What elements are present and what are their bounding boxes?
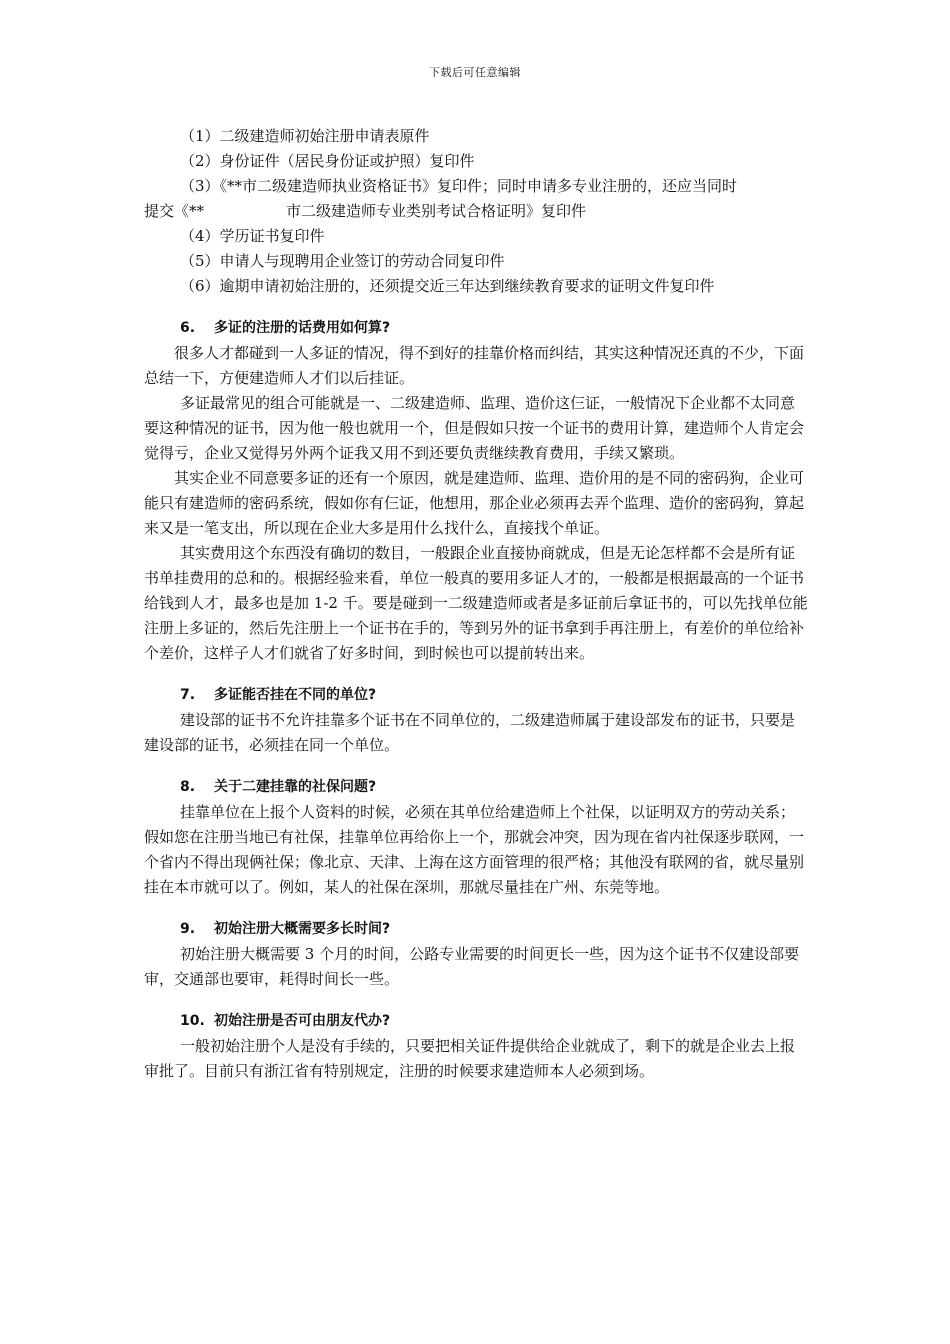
section-number: 7. <box>180 687 196 703</box>
section-title: 关于二建挂靠的社保问题? <box>214 779 377 795</box>
list-item: （6）逾期申请初始注册的，还须提交近三年达到继续教育要求的证明文件复印件 <box>180 277 715 295</box>
paragraph: 很多人才都碰到一人多证的情况，得不到好的挂靠价格而纠结，其实这种情况还真的不少，下面总结一下，方便建造师人才们以后挂证。 <box>144 344 805 387</box>
section-heading <box>144 917 808 942</box>
section-title: 初始注册大概需要多长时间? <box>214 921 391 937</box>
section-title: 多证的注册的话费用如何算? <box>214 320 391 336</box>
list-item-continuation <box>144 199 808 224</box>
paragraph: 多证最常见的组合可能就是一、二级建造师、监理、造价这仨证，一般情况下企业都不太同意要这种情况的证书，因为他一般也就用一个，但是假如只按一个证书的费用计算，建造师个人肯定会觉得亏，企业又觉得另外两个证我又用不到还要负责继续教育费用，手续又繁琐。 <box>144 394 805 462</box>
list-item: （4）学历证书复印件 <box>180 227 325 245</box>
section-heading <box>144 683 808 708</box>
section-heading <box>144 316 808 341</box>
document-body <box>144 124 808 1084</box>
list-item-continuation-b: 市二级建造师专业类别考试合格证明》复印件 <box>286 202 587 220</box>
section-number: 6. <box>180 320 196 336</box>
list-item: （2）身份证件（居民身份证或护照）复印件 <box>180 152 475 170</box>
section-number: 10. <box>180 1013 205 1029</box>
list-item: （1）二级建造师初始注册申请表原件 <box>180 127 430 145</box>
page-header: 下载后可任意编辑 <box>429 66 521 79</box>
paragraph: 一般初始注册个人是没有手续的，只要把相关证件提供给企业就成了，剩下的就是企业去上报审批了。目前只有浙江省有特别规定，注册的时候要求建造师本人必须到场。 <box>144 1037 796 1080</box>
section-heading <box>144 1009 808 1034</box>
paragraph: 初始注册大概需要 3 个月的时间，公路专业需要的时间更长一些，因为这个证书不仅建设部要审，交通部也要审，耗得时间长一些。 <box>144 945 800 988</box>
section-heading <box>144 775 808 800</box>
section-title: 初始注册是否可由朋友代办? <box>214 1013 391 1029</box>
list-item: （3）《**市二级建造师执业资格证书》复印件；同时申请多专业注册的，还应当同时 <box>180 177 738 195</box>
section-number: 8. <box>180 779 196 795</box>
list-item: （5）申请人与现聘用企业签订的劳动合同复印件 <box>180 252 505 270</box>
paragraph: 其实企业不同意要多证的还有一个原因，就是建造师、监理、造价用的是不同的密码狗，企业可能只有建造师的密码系统，假如你有仨证，他想用，那企业必须再去弄个监理、造价的密码狗，算起来又是一笔支出，所以现在企业大多是用什么找什么，直接找个单证。 <box>144 469 805 537</box>
paragraph: 挂靠单位在上报个人资料的时候，必须在其单位给建造师上个社保，以证明双方的劳动关系；假如您在注册当地已有社保，挂靠单位再给你上一个，那就会冲突，因为现在省内社保逐步联网，一个省内不得出现俩社保；像北京、天津、上海在这方面管理的很严格；其他没有联网的省，就尽量别挂在本市就可以了。例如，某人的社保在深圳，那就尽量挂在广州、东莞等地。 <box>144 803 805 896</box>
section-title: 多证能否挂在不同的单位? <box>214 687 377 703</box>
list-item-continuation-a: 提交《** <box>144 202 205 220</box>
paragraph: 建设部的证书不允许挂靠多个证书在不同单位的，二级建造师属于建设部发布的证书，只要是建设部的证书，必须挂在同一个单位。 <box>144 711 796 754</box>
section-number: 9. <box>180 921 196 937</box>
paragraph: 其实费用这个东西没有确切的数目，一般跟企业直接协商就成，但是无论怎样都不会是所有证书单挂费用的总和的。根据经验来看，单位一般真的要用多证人才的，一般都是根据最高的一个证书给钱到人才，最多也是加 1-2 千。要是碰到一二级建造师或者是多证前后拿证书的，可以先找单位能注册上多证的，然后先注册上一个证书在手的，等到另外的证书拿到手再注册上，有差价的单位给补个差价，这样子人才们就省了好多时间，到时候也可以提前转出来。 <box>144 544 808 662</box>
